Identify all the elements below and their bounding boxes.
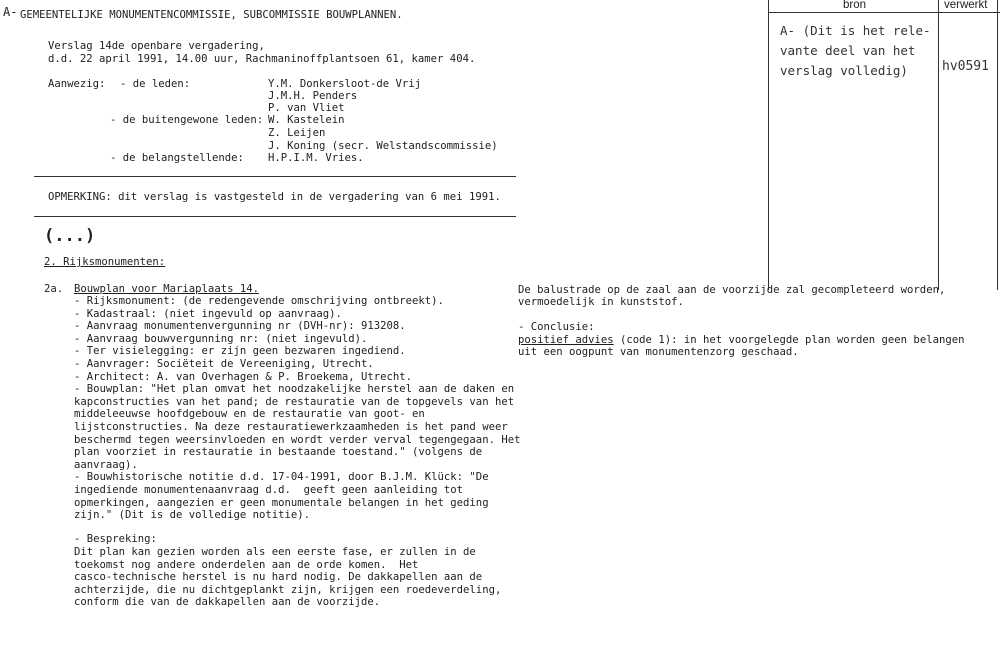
header-marker: A- <box>3 5 18 19</box>
detail-line: plan voorziet in restauratie in bestaande toestand." (volgens de <box>74 446 483 459</box>
meeting-line-1: Verslag 14de openbare vergadering, <box>48 40 265 52</box>
bespreking-line: Dit plan kan gezien worden als een eerste fase, er zullen in de <box>74 546 476 558</box>
remark-rule-top <box>34 176 516 177</box>
detail-line: - Architect: A. van Overhagen & P. Broekema, Utrecht. <box>74 370 413 383</box>
detail-line: - Ter visielegging: er zijn geen bezwaren ingediend. <box>74 345 406 358</box>
detail-line: - Bouwhistorische notitie d.d. 17-04-1991, door B.J.M. Klück: "De <box>74 471 489 484</box>
attendee-name: Z. Leijen <box>268 127 326 139</box>
advies-detail: (code 1): in het voorgelegde plan worden geen belangen <box>613 334 965 346</box>
detail-line: - Rijksmonument: (de redengevende omschrijving ontbreekt). <box>74 295 444 307</box>
bron-note <box>780 21 931 81</box>
item-title: Bouwplan voor Mariaplaats 14. <box>74 283 259 295</box>
sidebar-left-border <box>768 0 769 290</box>
item-number: 2a. <box>44 283 64 295</box>
meeting-line-2: d.d. 22 april 1991, 14.00 uur, Rachmaninoffplantsoen 61, kamer 404. <box>48 53 476 65</box>
detail-line: - Aanvraag monumentenvergunning nr (DVH-nr): 913208. <box>74 320 406 333</box>
column-header-verwerkt: verwerkt <box>944 0 988 11</box>
bespreking-label: - Bespreking: <box>74 533 157 545</box>
advies-verdict: positief advies <box>518 334 614 346</box>
detail-line: - Bouwplan: "Het plan omvat het noodzakelijke herstel aan de daken en <box>74 383 515 396</box>
bespreking-line: achterzijde, die nu dichtgeplankt zijn, krijgen een roedeverdeling, <box>74 583 502 596</box>
remark-rule-bottom <box>34 216 516 217</box>
detail-line: opmerkingen, aangezien er geen monumentale belangen in het geding <box>74 496 489 509</box>
attendee-name: J.M.H. Penders <box>268 90 358 102</box>
detail-line: - Aanvraag bouwvergunning nr: (niet ingevuld). <box>74 332 368 345</box>
ellipsis: (...) <box>44 226 96 246</box>
detail-line: - Kadastraal: (niet ingevuld op aanvraag). <box>74 307 342 320</box>
bron-line: vante deel van het <box>780 43 916 58</box>
bespreking-line: casco-technische herstel is nu hard nodig. De dakkapellen aan de <box>74 571 483 584</box>
bron-line: verslag volledig) <box>780 63 908 78</box>
sidebar-col-divider <box>938 0 939 290</box>
bespreking-line: conform die van de dakkapellen aan de voorzijde. <box>74 596 381 609</box>
bespreking-line: toekomst nog andere onderdelen aan de orde komen. Het <box>74 558 419 571</box>
bron-line: A- (Dit is het rele- <box>780 23 931 38</box>
attendee-name: W. Kastelein <box>268 114 345 126</box>
detail-line: aanvraag). <box>74 458 138 471</box>
detail-line: lijstconstructies. Na deze restauratiewerkzaamheden is het pand weer <box>74 420 508 433</box>
detail-line: middeleeuwse hoofdgebouw en de restauratie van goot- en <box>74 408 425 421</box>
attendee-name: P. van Vliet <box>268 102 345 114</box>
column-header-bron: bron <box>843 0 867 11</box>
role-leden: - de leden: <box>120 78 191 90</box>
advies-line <box>518 334 964 347</box>
attendance-label: Aanwezig: <box>48 78 106 90</box>
role-belangstellende: - de belangstellende: <box>110 152 244 164</box>
item-details <box>74 295 520 522</box>
detail-line: beschermd tegen weersinvloeden en wordt verder verval tegengegaan. Het <box>74 433 521 446</box>
attendee-name: H.P.I.M. Vries. <box>268 152 364 164</box>
verwerkt-code: hv0591 <box>942 59 989 74</box>
attendee-name: Y.M. Donkersloot-de Vrij <box>268 78 422 90</box>
attendee-name: J. Koning (secr. Welstandscommissie) <box>268 140 498 152</box>
section-heading: 2. Rijksmonumenten: <box>44 256 166 268</box>
detail-line: - Aanvrager: Sociëteit de Vereeniging, Utrecht. <box>74 357 374 370</box>
bespreking-text <box>74 546 501 609</box>
document-title: GEMEENTELIJKE MONUMENTENCOMMISSIE, SUBCOMMISSIE BOUWPLANNEN. <box>20 9 403 21</box>
detail-line: zijn." (Dit is de volledige notitie). <box>74 509 310 522</box>
advies-line-2: uit een oogpunt van monumentenzorg geschaad. <box>518 346 799 358</box>
sidebar-top-rule <box>768 12 1000 13</box>
detail-line: ingediende monumentenaanvraag d.d. geeft geen aanleiding tot <box>74 483 464 496</box>
remark: OPMERKING: dit verslag is vastgesteld in de vergadering van 6 mei 1991. <box>48 191 501 203</box>
role-buitengewone-leden: - de buitengewone leden: <box>110 114 264 126</box>
balustrade-line: vermoedelijk in kunststof. <box>518 296 684 308</box>
sidebar-right-border <box>997 0 998 290</box>
conclusie-label: - Conclusie: <box>518 321 595 333</box>
detail-line: kapconstructies van het pand; de restauratie van de topgevels van het <box>74 395 515 408</box>
balustrade-line: De balustrade op de zaal aan de voorzijde zal gecompleteerd worden, <box>518 284 946 296</box>
